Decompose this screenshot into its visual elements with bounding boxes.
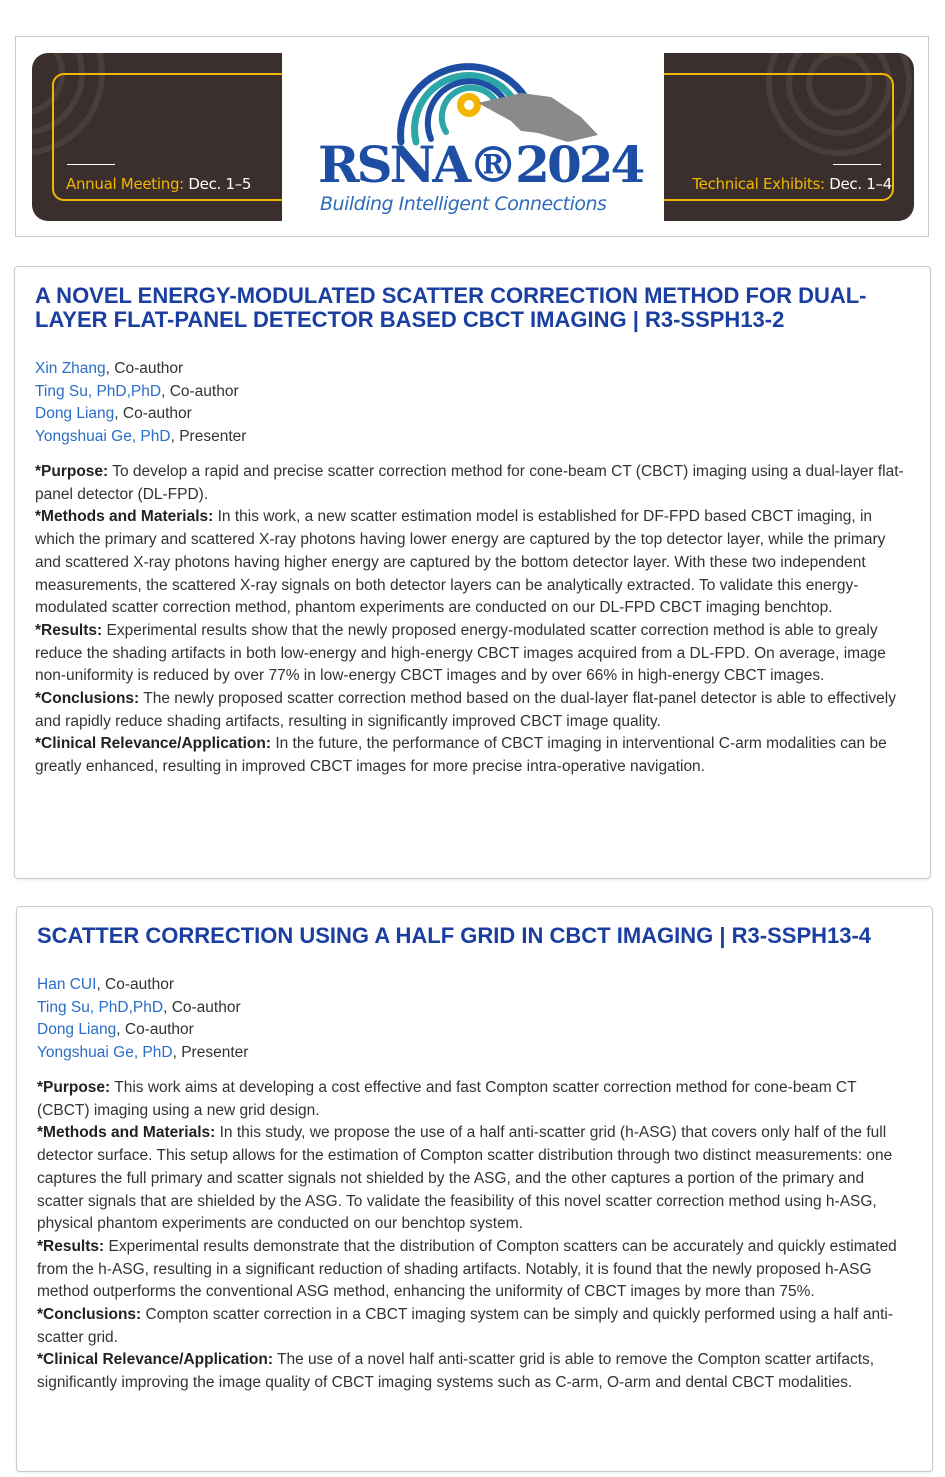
annual-meeting-text xyxy=(66,175,251,193)
author-role: , Co-author xyxy=(161,382,239,400)
author-role: , Co-author xyxy=(116,1021,194,1038)
annual-meeting-label: Annual Meeting: xyxy=(66,175,184,193)
divider xyxy=(67,164,115,165)
annual-meeting-panel xyxy=(32,53,282,221)
methods-section xyxy=(37,1122,912,1236)
results-section xyxy=(37,1236,912,1304)
author-item xyxy=(35,358,910,381)
author-link[interactable]: Yongshuai Ge, PhD xyxy=(35,427,171,445)
section-text: Compton scatter correction in a CBCT imaging system can be simply and quickly performed using a half anti-scatter grid. xyxy=(37,1306,893,1346)
author-role: , Co-author xyxy=(96,976,174,993)
abstract-body xyxy=(37,1077,912,1395)
section-label: *Results: xyxy=(37,1237,105,1255)
technical-exhibits-date: Dec. 1–4 xyxy=(829,175,892,193)
section-label: *Purpose: xyxy=(37,1079,111,1096)
author-link[interactable]: Yongshuai Ge, PhD xyxy=(37,1043,173,1061)
conclusions-section xyxy=(37,1304,912,1349)
abstract-title[interactable]: SCATTER CORRECTION USING A HALF GRID IN CBCT IMAGING | R3-SSPH13-4 xyxy=(37,923,872,948)
abstract-title[interactable]: A NOVEL ENERGY-MODULATED SCATTER CORRECTION METHOD FOR DUAL-LAYER FLAT-PANEL DETECTOR BASED CBCT IMAGING | R3-SSPH13-2 xyxy=(35,283,867,332)
clinical-relevance-section xyxy=(37,1349,912,1394)
author-list xyxy=(35,358,910,448)
purpose-section xyxy=(37,1077,912,1122)
purpose-section xyxy=(35,461,910,506)
author-role: , Presenter xyxy=(172,1043,249,1061)
tagline: Building Intelligent Connections xyxy=(320,193,607,215)
author-item xyxy=(35,381,910,404)
author-list xyxy=(37,974,912,1064)
technical-exhibits-label: Technical Exhibits: xyxy=(692,175,825,193)
results-section xyxy=(35,620,910,688)
conclusions-section xyxy=(35,688,910,733)
section-text: In the future, the performance of CBCT imaging in interventional C-arm modalities can be greatly enhanced, resulting in improved CBCT images for more precise intra-operative navigation. xyxy=(35,735,887,776)
author-item xyxy=(37,1042,912,1065)
clinical-relevance-section xyxy=(35,733,910,778)
section-text: In this study, we propose the use of a half anti-scatter grid (h-ASG) that covers only half of the full detector surface. This setup allows for the estimation of Compton scatter distribution through two distinct measurements: one captures the full primary and scatter signals not shielded by the ASG, and the other captures a portion of the primary and scatter signals that are shielded by the ASG. To validate the feasibility of this novel scatter correction method using h-ASG, physical phantom experiments are conducted on our benchtop system. xyxy=(37,1124,893,1233)
annual-meeting-date: Dec. 1–5 xyxy=(188,175,252,193)
author-item xyxy=(35,403,910,426)
author-item xyxy=(37,974,912,997)
technical-exhibits-panel xyxy=(664,53,914,221)
abstract-card xyxy=(14,266,931,879)
section-text: The use of a novel half anti-scatter grid is able to remove the Compton scatter artifacts, significantly improving the image quality of CBCT imaging systems such as C-arm, O-arm and dental CBCT modalities. xyxy=(37,1351,875,1392)
section-label: *Results: xyxy=(35,621,103,639)
divider xyxy=(833,164,881,165)
author-item xyxy=(37,997,912,1020)
author-role: , Presenter xyxy=(170,427,247,445)
rsna-logo xyxy=(306,47,643,227)
author-item xyxy=(37,1019,912,1042)
author-role: , Co-author xyxy=(163,998,241,1016)
section-text: Experimental results show that the newly proposed energy-modulated scatter correction method is able to grealy reduce the shading artifacts in both low-energy and high-energy CBCT images acquired from a DL-FPD. On average, image non-uniformity is reduced by over 77% in low-energy CBCT images and by over 66% in high-energy CBCT images. xyxy=(35,621,886,685)
section-label: *Clinical Relevance/Application: xyxy=(37,1351,274,1369)
section-text: To develop a rapid and precise scatter correction method for cone-beam CT (CBCT) imaging using a dual-layer flat-panel detector (DL-FPD). xyxy=(35,463,904,503)
author-link[interactable]: Xin Zhang xyxy=(35,360,106,377)
author-item xyxy=(35,426,910,449)
author-link[interactable]: Han CUI xyxy=(37,976,97,993)
section-label: *Purpose: xyxy=(35,463,109,480)
methods-section xyxy=(35,506,910,620)
author-link[interactable]: Ting Su, PhD,PhD xyxy=(37,998,164,1016)
abstract-card xyxy=(16,906,933,1472)
section-text: The newly proposed scatter correction method based on the dual-layer flat-panel detector is able to effectively and rapidly reduce shading artifacts, resulting in significantly improved CBCT image quality. xyxy=(35,690,896,730)
section-text: In this work, a new scatter estimation model is established for DF-FPD based CBCT imaging, in which the primary and scattered X-ray photons having lower energy are captured by the top detector layer, while the primary and scattered X-ray photons having higher energy are captured by the bottom detector layer. With these two independent measurements, the scattered X-ray signals on both detector layers can be analytically extracted. To validate this energy-modulated scatter correction method, phantom experiments are conducted on our DL-FPD CBCT imaging benchtop. xyxy=(35,508,886,617)
rsna-banner xyxy=(15,36,929,237)
rsna-2024-wordmark: RSNA®2024 xyxy=(318,135,643,194)
section-label: *Clinical Relevance/Application: xyxy=(35,735,272,753)
section-label: *Methods and Materials: xyxy=(35,508,214,526)
section-label: *Conclusions: xyxy=(37,1306,142,1324)
abstract-body xyxy=(35,461,910,779)
author-role: , Co-author xyxy=(114,405,192,422)
section-text: This work aims at developing a cost effective and fast Compton scatter correction method for cone-beam CT (CBCT) imaging using a new grid design. xyxy=(37,1079,857,1119)
author-link[interactable]: Ting Su, PhD,PhD xyxy=(35,382,162,400)
author-role: , Co-author xyxy=(105,360,184,377)
technical-exhibits-text xyxy=(692,175,892,193)
section-text: Experimental results demonstrate that the distribution of Compton scatters can be accurately and quickly estimated from the h-ASG, resulting in a significant reduction of shading artifacts. Notably, it is found that the newly proposed h-ASG method outperforms the conventional ASG method, enhancing the uniformity of CBCT images by more than 75%. xyxy=(37,1237,897,1301)
section-label: *Conclusions: xyxy=(35,690,140,708)
author-link[interactable]: Dong Liang xyxy=(35,405,115,422)
section-label: *Methods and Materials: xyxy=(37,1124,216,1142)
author-link[interactable]: Dong Liang xyxy=(37,1021,117,1038)
